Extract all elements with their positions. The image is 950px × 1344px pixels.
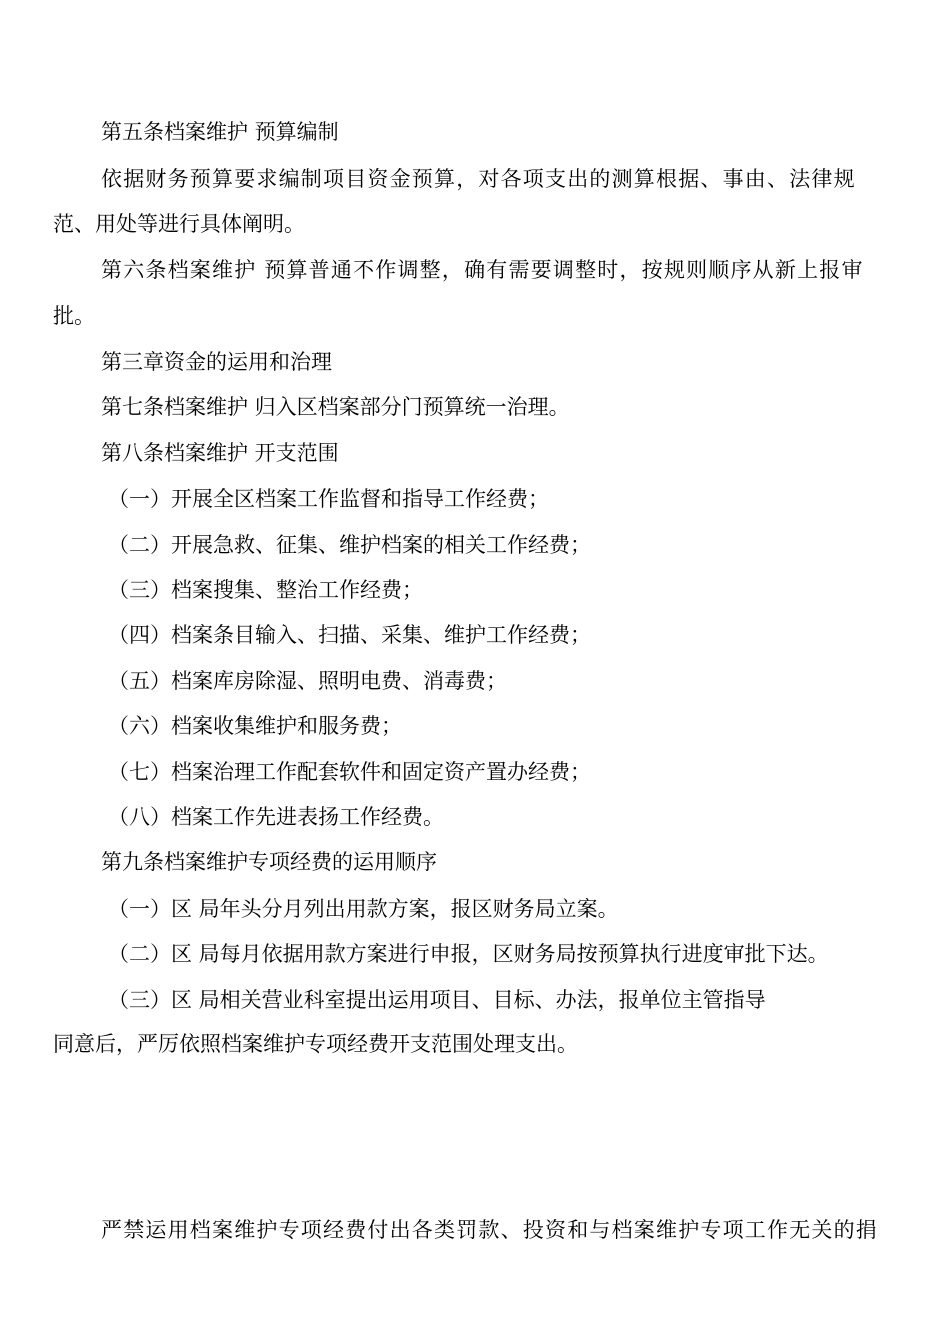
chapter-3-heading: 第三章资金的运用和治理 <box>101 350 332 374</box>
article-5-heading: 第五条档案维护 预算编制 <box>101 120 339 144</box>
article-8-heading: 第八条档案维护 开支范围 <box>101 441 339 465</box>
article-6-line-1: 第六条档案维护 预算普通不作调整，确有需要调整时，按规则顺序从新上报审 <box>101 258 864 282</box>
scope-item-8: （八）档案工作先进表扬工作经费。 <box>108 805 444 829</box>
article-6-line-2: 批。 <box>53 304 95 328</box>
procedure-item-2: （二）区 局每月依据用款方案进行申报，区财务局按预算执行进度审批下达。 <box>108 942 829 966</box>
scope-item-6: （六）档案收集维护和服务费； <box>108 714 402 738</box>
scope-item-4: （四）档案条目输入、扫描、采集、维护工作经费； <box>108 623 591 647</box>
procedure-item-1: （一）区 局年头分月列出用款方案，报区财务局立案。 <box>108 897 619 921</box>
procedure-item-3-line-2: 同意后，严厉依照档案维护专项经费开支范围处理支出。 <box>53 1032 578 1056</box>
procedure-item-3-line-1: （三）区 局相关营业科室提出运用项目、目标、办法，报单位主管指导 <box>108 988 766 1012</box>
scope-item-1: （一）开展全区档案工作监督和指导工作经费； <box>108 487 549 511</box>
article-7: 第七条档案维护 归入区档案部分门预算统一治理。 <box>101 395 570 419</box>
prohibition-line: 严禁运用档案维护专项经费付出各类罚款、投资和与档案维护专项工作无关的捐 <box>101 1218 878 1242</box>
scope-item-7: （七）档案治理工作配套软件和固定资产置办经费； <box>108 760 591 784</box>
article-9-heading: 第九条档案维护专项经费的运用顺序 <box>101 850 437 874</box>
article-5-body-line-1: 依据财务预算要求编制项目资金预算，对各项支出的测算根据、事由、法律规 <box>101 167 856 191</box>
scope-item-3: （三）档案搜集、整治工作经费； <box>108 578 423 602</box>
article-5-body-line-2: 范、用处等进行具体阐明。 <box>53 212 305 236</box>
scope-item-2: （二）开展急救、征集、维护档案的相关工作经费； <box>108 533 591 557</box>
scope-item-5: （五）档案库房除湿、照明电费、消毒费； <box>108 669 507 693</box>
